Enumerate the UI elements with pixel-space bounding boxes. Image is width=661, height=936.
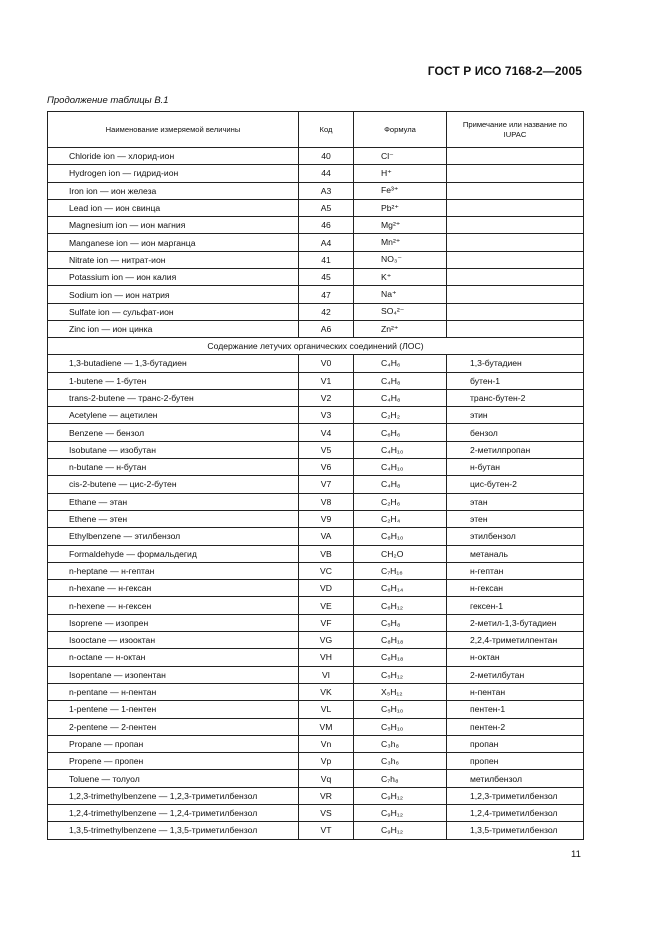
table-row (48, 545, 584, 562)
cell-note: этин (447, 407, 584, 424)
cell-code: VD (299, 580, 354, 597)
cell-note: транс-бутен-2 (447, 389, 584, 406)
cell-code: A4 (299, 234, 354, 251)
cell-formula: C₃h₈ (354, 735, 447, 752)
cell-code: 46 (299, 217, 354, 234)
cell-formula: CH₂O (354, 545, 447, 562)
cell-code: VT (299, 822, 354, 839)
table-row (48, 753, 584, 770)
table-row (48, 199, 584, 216)
cell-code: VR (299, 787, 354, 804)
cell-quantity: cis-2-butene — цис-2-бутен (48, 476, 299, 493)
cell-quantity: Sodium ion — ион натрия (48, 286, 299, 303)
cell-code: V0 (299, 355, 354, 372)
table-row (48, 804, 584, 821)
cell-quantity: 1-butene — 1-бутен (48, 372, 299, 389)
cell-quantity: Ethane — этан (48, 493, 299, 510)
table-row (48, 510, 584, 527)
cell-code: A5 (299, 199, 354, 216)
cell-note: н-бутан (447, 459, 584, 476)
cell-note: пентен-2 (447, 718, 584, 735)
table-row (48, 718, 584, 735)
cell-formula: C₄H₁₀ (354, 441, 447, 458)
cell-code: VM (299, 718, 354, 735)
cell-note: н-пентан (447, 683, 584, 700)
cell-note (447, 286, 584, 303)
cell-note: 1,3,5-триметилбензол (447, 822, 584, 839)
cell-code: Vq (299, 770, 354, 787)
cell-code: VI (299, 666, 354, 683)
cell-note: этан (447, 493, 584, 510)
cell-note: цис-бутен-2 (447, 476, 584, 493)
cell-formula: C₆H₁₂ (354, 597, 447, 614)
table-row (48, 286, 584, 303)
cell-code: V7 (299, 476, 354, 493)
cell-formula: C₉H₁₂ (354, 787, 447, 804)
cell-code: 41 (299, 251, 354, 268)
cell-quantity: n-pentane — н-пентан (48, 683, 299, 700)
cell-quantity: Chloride ion — хлорид-ион (48, 148, 299, 165)
cell-quantity: Hydrogen ion — гидрид-ион (48, 165, 299, 182)
table-row (48, 441, 584, 458)
cell-quantity: n-hexane — н-гексан (48, 580, 299, 597)
cell-quantity: 1,2,4-trimethylbenzene — 1,2,4-триметилбензол (48, 804, 299, 821)
cell-formula: C₅H₁₂ (354, 666, 447, 683)
cell-note: 2-метилпропан (447, 441, 584, 458)
cell-quantity: n-heptane — н-гептан (48, 562, 299, 579)
cell-formula: C₄H₈ (354, 372, 447, 389)
cell-quantity: Acetylene — ацетилен (48, 407, 299, 424)
cell-formula: C₂H₆ (354, 493, 447, 510)
cell-code: V4 (299, 424, 354, 441)
table-row (48, 148, 584, 165)
cell-formula: C₂H₂ (354, 407, 447, 424)
table-row (48, 476, 584, 493)
table-row (48, 407, 584, 424)
cell-note: н-гептан (447, 562, 584, 579)
cell-code: V1 (299, 372, 354, 389)
table-row (48, 787, 584, 804)
table-row (48, 424, 584, 441)
cell-formula: Mn²⁺ (354, 234, 447, 251)
voc-rows (48, 355, 584, 839)
cell-formula: Na⁺ (354, 286, 447, 303)
cell-note (447, 269, 584, 286)
table-row (48, 649, 584, 666)
cell-note: 2,2,4-триметилпентан (447, 632, 584, 649)
cell-code: V8 (299, 493, 354, 510)
cell-quantity: Formaldehyde — формальдегид (48, 545, 299, 562)
document-id: ГОСТ Р ИСО 7168-2—2005 (427, 64, 582, 78)
cell-code: VA (299, 528, 354, 545)
table-row (48, 597, 584, 614)
cell-quantity: Toluene — толуол (48, 770, 299, 787)
cell-quantity: Potassium ion — ион калия (48, 269, 299, 286)
cell-quantity: Isoprene — изопрен (48, 614, 299, 631)
cell-code: A3 (299, 182, 354, 199)
cell-code: Vn (299, 735, 354, 752)
table-row (48, 389, 584, 406)
cell-code: A6 (299, 320, 354, 337)
cell-formula: C₈H₁₀ (354, 528, 447, 545)
cell-code: VK (299, 683, 354, 700)
cell-formula: C₈H₁₈ (354, 632, 447, 649)
cell-code: V3 (299, 407, 354, 424)
cell-note (447, 182, 584, 199)
cell-formula: C₄H₁₀ (354, 459, 447, 476)
cell-formula: C₄H₈ (354, 389, 447, 406)
cell-quantity: Manganese ion — ион марганца (48, 234, 299, 251)
table-row (48, 666, 584, 683)
cell-code: V5 (299, 441, 354, 458)
cell-note (447, 165, 584, 182)
cell-formula: C₅H₁₀ (354, 718, 447, 735)
cell-note: пентен-1 (447, 701, 584, 718)
cell-note: гексен-1 (447, 597, 584, 614)
cell-quantity: 1-pentene — 1-пентен (48, 701, 299, 718)
table-row (48, 269, 584, 286)
cell-code: 44 (299, 165, 354, 182)
cell-code: VL (299, 701, 354, 718)
cell-formula: Cl⁻ (354, 148, 447, 165)
cell-code: V6 (299, 459, 354, 476)
cell-note: бутен-1 (447, 372, 584, 389)
header-code: Код (299, 112, 354, 148)
table-row (48, 217, 584, 234)
cell-formula: C₉H₁₂ (354, 822, 447, 839)
cell-quantity: Iron ion — ион железа (48, 182, 299, 199)
cell-note: бензол (447, 424, 584, 441)
cell-quantity: n-octane — н-октан (48, 649, 299, 666)
data-table (47, 111, 584, 840)
cell-note: н-октан (447, 649, 584, 666)
cell-formula: C₄H₆ (354, 355, 447, 372)
cell-quantity: 1,3-butadiene — 1,3-бутадиен (48, 355, 299, 372)
cell-formula: C₈H₁₈ (354, 649, 447, 666)
table-caption: Продолжение таблицы В.1 (47, 95, 169, 106)
cell-formula: C₄H₈ (354, 476, 447, 493)
cell-formula: C₂H₄ (354, 510, 447, 527)
header-quantity: Наименование измеряемой величины (48, 112, 299, 148)
cell-quantity: Ethylbenzene — этилбензол (48, 528, 299, 545)
cell-code: VE (299, 597, 354, 614)
table-row (48, 770, 584, 787)
table-row (48, 303, 584, 320)
cell-note: пропан (447, 735, 584, 752)
cell-formula: C₉H₁₂ (354, 804, 447, 821)
cell-note (447, 303, 584, 320)
cell-quantity: Isopentane — изопентан (48, 666, 299, 683)
cell-note: 1,3-бутадиен (447, 355, 584, 372)
page-number: 11 (571, 849, 581, 860)
table-row (48, 735, 584, 752)
cell-formula: C₅H₈ (354, 614, 447, 631)
cell-formula: SO₄²⁻ (354, 303, 447, 320)
cell-note: 2-метил-1,3-бутадиен (447, 614, 584, 631)
cell-note (447, 251, 584, 268)
cell-code: Vp (299, 753, 354, 770)
cell-formula: C₃h₆ (354, 753, 447, 770)
ion-rows (48, 148, 584, 338)
cell-formula: C₆H₁₄ (354, 580, 447, 597)
cell-formula: H⁺ (354, 165, 447, 182)
cell-formula: C₇h₈ (354, 770, 447, 787)
table-row (48, 251, 584, 268)
cell-formula: NO₃⁻ (354, 251, 447, 268)
cell-quantity: Sulfate ion — сульфат-ион (48, 303, 299, 320)
table-header-row (48, 112, 584, 148)
cell-formula: C₇H₁₆ (354, 562, 447, 579)
cell-note: метаналь (447, 545, 584, 562)
cell-note (447, 217, 584, 234)
table-row (48, 614, 584, 631)
cell-quantity: Propane — пропан (48, 735, 299, 752)
table-row (48, 528, 584, 545)
cell-quantity: 1,2,3-trimethylbenzene — 1,2,3-триметилбензол (48, 787, 299, 804)
cell-quantity: Nitrate ion — нитрат-ион (48, 251, 299, 268)
cell-code: 40 (299, 148, 354, 165)
cell-quantity: Zinc ion — ион цинка (48, 320, 299, 337)
cell-note: этен (447, 510, 584, 527)
cell-quantity: n-hexene — н-гексен (48, 597, 299, 614)
table-row (48, 580, 584, 597)
section-row (48, 338, 584, 355)
cell-quantity: Ethene — этен (48, 510, 299, 527)
cell-code: VS (299, 804, 354, 821)
cell-formula: K⁺ (354, 269, 447, 286)
cell-quantity: 2-pentene — 2-пентен (48, 718, 299, 735)
table-row (48, 683, 584, 700)
cell-code: VH (299, 649, 354, 666)
cell-code: VB (299, 545, 354, 562)
cell-code: 42 (299, 303, 354, 320)
table-row (48, 372, 584, 389)
cell-note: 1,2,4-триметилбензол (447, 804, 584, 821)
section-title: Содержание летучих органических соединений (ЛОС) (48, 338, 584, 355)
cell-code: VF (299, 614, 354, 631)
cell-quantity: n-butane — н-бутан (48, 459, 299, 476)
cell-formula: C₅H₁₀ (354, 701, 447, 718)
cell-formula: Zn²⁺ (354, 320, 447, 337)
cell-formula: Fe³⁺ (354, 182, 447, 199)
cell-note: этилбензол (447, 528, 584, 545)
table-row (48, 562, 584, 579)
cell-quantity: Propene — пропен (48, 753, 299, 770)
cell-note: 1,2,3-триметилбензол (447, 787, 584, 804)
table-row (48, 165, 584, 182)
table-row (48, 493, 584, 510)
cell-code: V2 (299, 389, 354, 406)
table-row (48, 320, 584, 337)
cell-quantity: Benzene — бензол (48, 424, 299, 441)
cell-formula: C₆H₆ (354, 424, 447, 441)
cell-note (447, 199, 584, 216)
cell-code: VG (299, 632, 354, 649)
cell-quantity: Magnesium ion — ион магния (48, 217, 299, 234)
table-row (48, 632, 584, 649)
cell-formula: Pb²⁺ (354, 199, 447, 216)
cell-note (447, 320, 584, 337)
table-row (48, 459, 584, 476)
cell-code: 45 (299, 269, 354, 286)
cell-formula: X₅H₁₂ (354, 683, 447, 700)
cell-note: 2-метилбутан (447, 666, 584, 683)
header-note: Примечание или название по IUPAC (447, 112, 584, 148)
cell-code: V9 (299, 510, 354, 527)
table-row (48, 182, 584, 199)
header-formula: Формула (354, 112, 447, 148)
cell-note: н-гексан (447, 580, 584, 597)
cell-quantity: Lead ion — ион свинца (48, 199, 299, 216)
cell-note: пропен (447, 753, 584, 770)
cell-code: VC (299, 562, 354, 579)
cell-formula: Mg²⁺ (354, 217, 447, 234)
cell-quantity: Isooctane — изооктан (48, 632, 299, 649)
cell-code: 47 (299, 286, 354, 303)
table-row (48, 234, 584, 251)
cell-note (447, 234, 584, 251)
cell-note (447, 148, 584, 165)
cell-quantity: Isobutane — изобутан (48, 441, 299, 458)
table-row (48, 701, 584, 718)
table-row (48, 822, 584, 839)
cell-quantity: trans-2-butene — транс-2-бутен (48, 389, 299, 406)
cell-note: метилбензол (447, 770, 584, 787)
cell-quantity: 1,3,5-trimethylbenzene — 1,3,5-триметилбензол (48, 822, 299, 839)
table-row (48, 355, 584, 372)
